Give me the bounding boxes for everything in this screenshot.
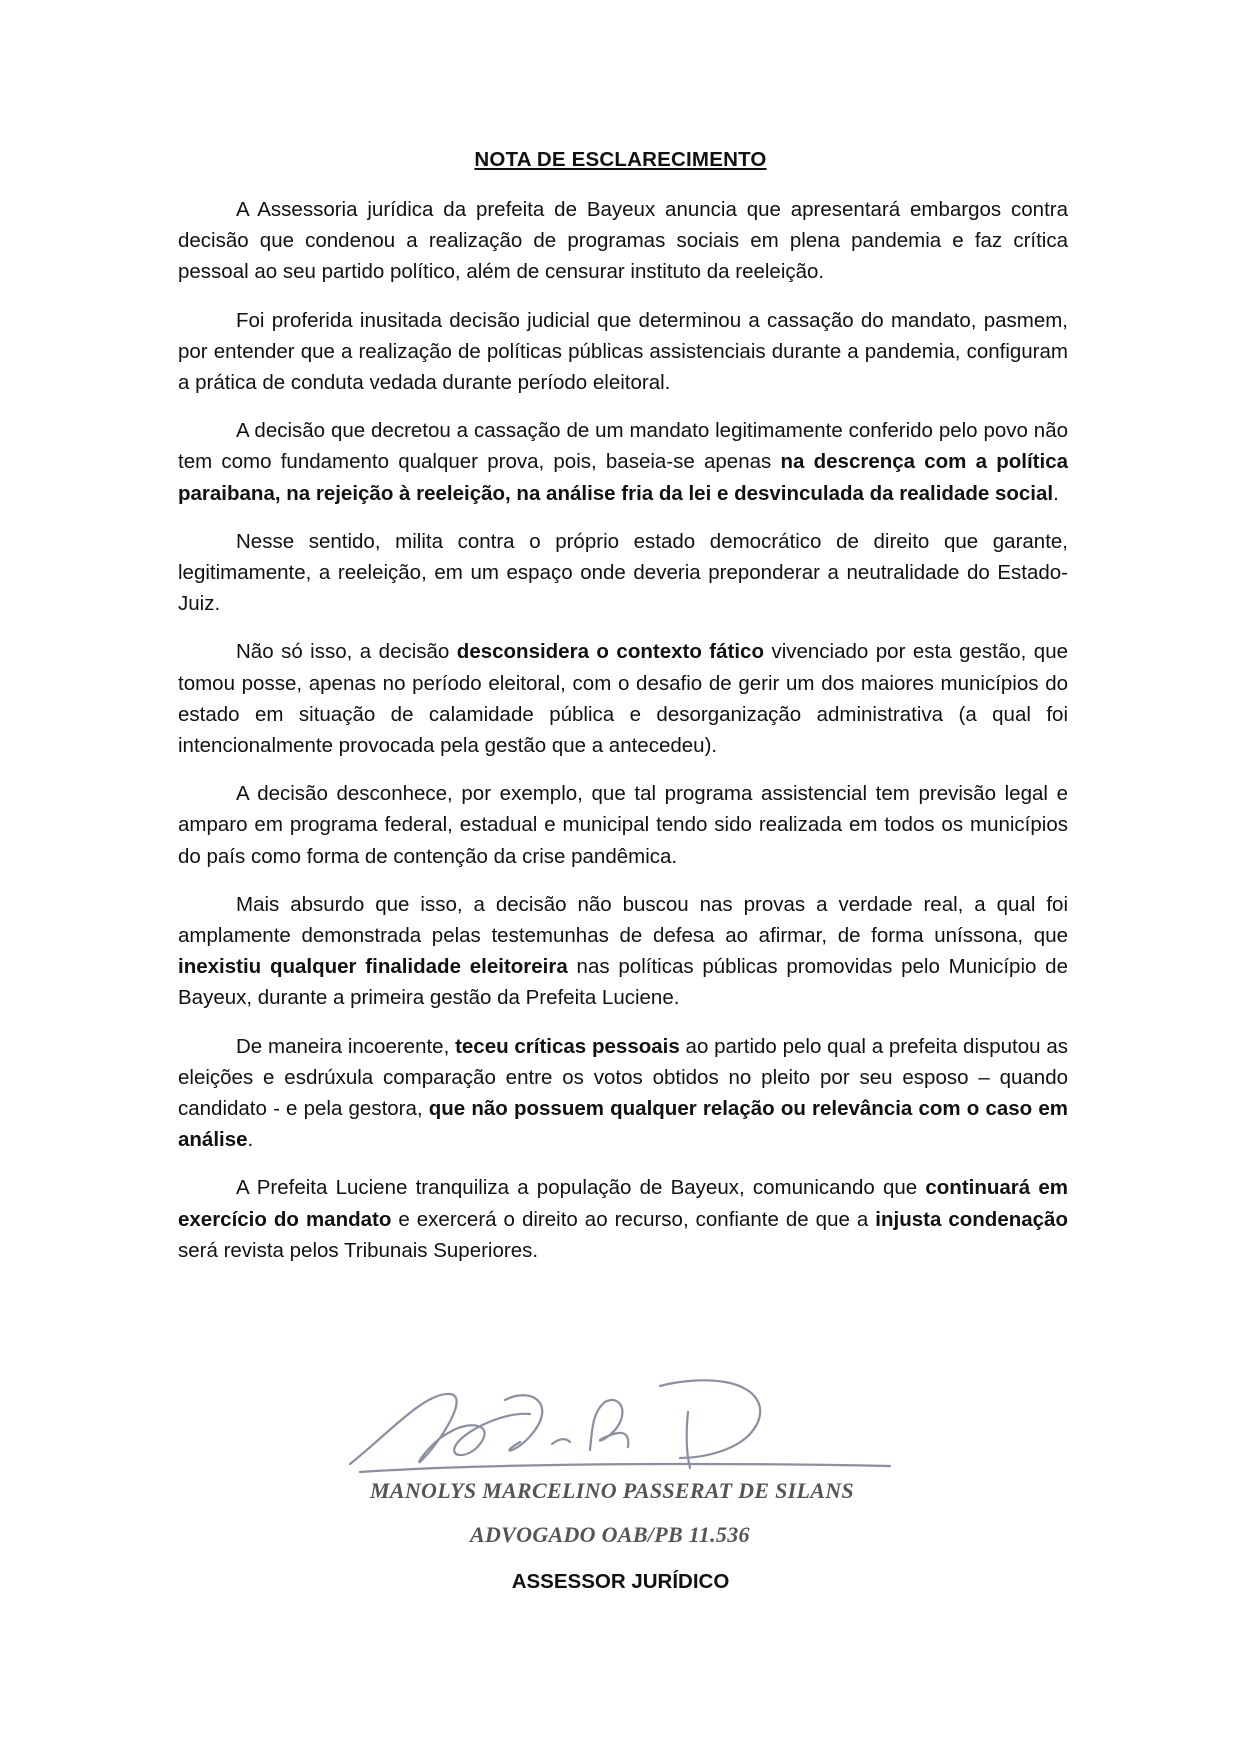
paragraph <box>178 778 1068 872</box>
paragraph-emphasis: continuará em exercício do mandato <box>178 1176 1068 1231</box>
paragraph-emphasis: que não possuem qualquer relação ou relevância com o caso em análise <box>178 1097 1068 1152</box>
paragraph-text: será revista pelos Tribunais Superiores. <box>178 1238 539 1262</box>
handwritten-signature <box>330 1372 910 1482</box>
paragraph-text: A decisão desconhece, por exemplo, que tal programa assistencial tem previsão legal e amparo em programa federal, estadual e municipal tendo sido realizada em todos os municípios do país como forma de contenção da crise pandêmica. <box>178 782 1068 868</box>
paragraph-text: Foi proferida inusitada decisão judicial que determinou a cassação do mandato, pasmem, por entender que a realização de políticas públicas assistenciais durante a pandemia, configuram a prática de conduta vedada durante período eleitoral. <box>178 308 1068 395</box>
paragraph-text: ao partido pelo qual a prefeita disputou as eleições e esdrúxula comparação entre os votos obtidos no pleito por seu esposo – quando candidato - e pela gestora, <box>178 1034 1068 1121</box>
paragraph-text: . <box>1053 481 1059 505</box>
paragraph-text: Mais absurdo que isso, a decisão não buscou nas provas a verdade real, a qual foi amplamente demonstrada pelas testemunhas de defesa ao afirmar, de forma uníssona, que <box>178 892 1068 948</box>
document-title: NOTA DE ESCLARECIMENTO <box>474 148 767 171</box>
stamp-name: MANOLYS MARCELINO PASSERAT DE SILANS <box>370 1478 854 1503</box>
paragraph <box>178 1172 1068 1266</box>
paragraph-emphasis: inexistiu qualquer finalidade eleitoreira <box>178 955 568 979</box>
signature-strokes <box>350 1380 890 1472</box>
paragraph <box>178 415 1068 509</box>
paragraph <box>178 305 1068 399</box>
paragraph-text: . <box>247 1128 254 1152</box>
paragraph-text: A decisão que decretou a cassação de um mandato legitimamente conferido pelo povo não tem como fundamento qualquer prova, pois, baseia-se apenas <box>178 419 1068 474</box>
signatory-role: ASSESSOR JURÍDICO <box>511 1570 730 1593</box>
paragraph <box>178 889 1068 1014</box>
paragraph-emphasis: na descrença com a política paraibana, na rejeição à reeleição, na análise fria da lei e desvinculada da realidade social <box>178 450 1068 505</box>
paragraph-text: vivenciado por esta gestão, que tomou posse, apenas no período eleitoral, com o desafio de gerir um dos maiores municípios do estado em situação de calamidade pública e desorganização administrativa (a qual foi intencionalmente provocada pela gestão que a antecedeu). <box>178 640 1068 758</box>
paragraph <box>178 636 1068 761</box>
paragraph-emphasis: injusta condenação <box>875 1207 1068 1231</box>
paragraph-text: De maneira incoerente, <box>236 1034 456 1058</box>
paragraph <box>178 1031 1068 1156</box>
paragraph-text: A Assessoria jurídica da prefeita de Bayeux anuncia que apresentará embargos contra decisão que condenou a realização de programas sociais em plena pandemia e faz crítica pessoal ao seu partido político, além de censurar instituto da reeleição. <box>178 198 1068 284</box>
paragraph-text: e exercerá o direito ao recurso, confiante de que a <box>391 1207 876 1231</box>
paragraph-emphasis: desconsidera o contexto fático <box>456 640 764 664</box>
paragraph-text: A Prefeita Luciene tranquiliza a população de Bayeux, comunicando que <box>236 1176 926 1200</box>
signature-block <box>330 1372 910 1547</box>
document-body <box>178 194 1068 1283</box>
stamp-oab: ADVOGADO OAB/PB 11.536 <box>470 1522 750 1547</box>
paragraph-text: Não só isso, a decisão <box>236 640 457 664</box>
paragraph <box>178 526 1068 620</box>
paragraph <box>178 194 1068 288</box>
paragraph-text: nas políticas públicas promovidas pelo Município de Bayeux, durante a primeira gestão da Prefeita Luciene. <box>178 955 1068 1010</box>
paragraph-emphasis: teceu críticas pessoais <box>455 1034 680 1058</box>
paragraph-text: Nesse sentido, milita contra o próprio estado democrático de direito que garante, legitimamente, a reeleição, em um espaço onde deveria preponderar a neutralidade do Estado-Juiz. <box>178 529 1068 616</box>
